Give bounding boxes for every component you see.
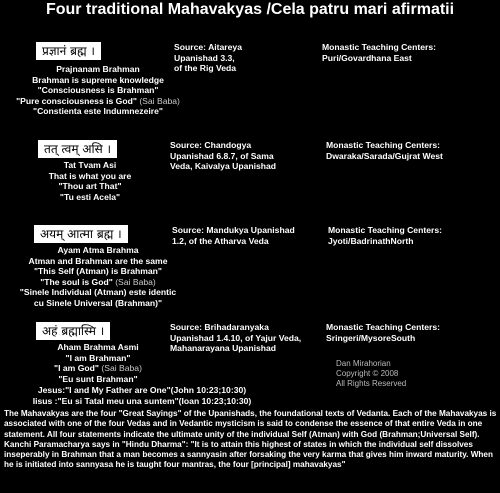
sanskrit-aham-brahmasmi: अहं ब्रह्मास्मि । — [36, 322, 110, 340]
sanskrit-prajnanam: प्रज्ञानं ब्रह्म । — [36, 42, 101, 60]
monastic-4: Monastic Teaching Centers: Sringeri/MysoreSouth — [326, 322, 440, 343]
sanskrit-tat-tvam-asi: तत् त्वम् असि । — [38, 140, 117, 158]
mahavakya-1-text: Prajnanam Brahman Brahman is supreme knowledge "Consciousness is Brahman" "Pure consciousness is God" (Sai Baba) "Constienta este Indumnezeire" — [16, 64, 180, 117]
source-3: Source: Mandukya Upanishad 1.2, of the Atharva Veda — [172, 225, 295, 246]
jesus-quotes: Jesus:"I and My Father are One"(John 10:23;10:30) Iisus :"Eu si Tatal meu una suntem"(Ioan 10:23;10:30) — [32, 385, 252, 406]
sanskrit-ayam-atma: अयम् आत्मा ब्रह्म । — [34, 225, 128, 243]
monastic-3: Monastic Teaching Centers: Jyoti/BadrinathNorth — [328, 225, 442, 246]
monastic-2: Monastic Teaching Centers: Dwaraka/Sarada/Gujrat West — [326, 140, 443, 161]
mahavakyas-paragraph: The Mahavakyas are the four "Great Sayings" of the Upanishads, the foundational texts of Vedanta. Each of the Mahavakyas is associated with one of the four Vedas and in Vedantic mysticism is said to condense the essence of that entire Veda in one statement. All four statements indicate the ultimate unity of the individual Self (Atman) with God (Brahman;Universal Self). Kanchi Paramacharya says in "Hindu Dharma": "It is to attain this highest of states in which the individual self dissolves inseperably in Brahman that a man becomes a sannyasin after forsaking the very karma that gives him inward maturity. When he is initiated into sannyasa he is taught four mantras, the four [principal] mahavakyas" — [4, 409, 497, 470]
copyright-notice: Dan Mirahorian Copyright © 2008 All Rights Reserved — [336, 359, 407, 388]
mahavakya-2-text: Tat Tvam Asi That is what you are "Thou art That" "Tu esti Acela" — [48, 160, 132, 202]
monastic-1: Monastic Teaching Centers: Puri/Govardhana East — [322, 42, 436, 63]
mahavakya-4-text: Aham Brahma Asmi "I am Brahman" "I am God" (Sai Baba) "Eu sunt Brahman" — [54, 342, 142, 384]
page-title: Four traditional Mahavakyas /Cela patru mari afirmatii — [45, 1, 455, 18]
source-1: Source: Aitareya Upanishad 3.3, of the Rig Veda — [174, 42, 242, 74]
mahavakya-3-text: Ayam Atma Brahma Atman and Brahman are the same "This Self (Atman) is Brahman" "The soul is God" (Sai Baba) "Sinele Individual (Atman) este identic cu Sinele Universal (Brahman)" — [19, 245, 177, 308]
source-2: Source: Chandogya Upanishad 6.8.7, of Sama Veda, Kaivalya Upanishad — [170, 140, 277, 172]
source-4: Source: Brihadaranyaka Upanishad 1.4.10, of Yajur Veda, Mahanarayana Upanishad — [170, 322, 302, 354]
